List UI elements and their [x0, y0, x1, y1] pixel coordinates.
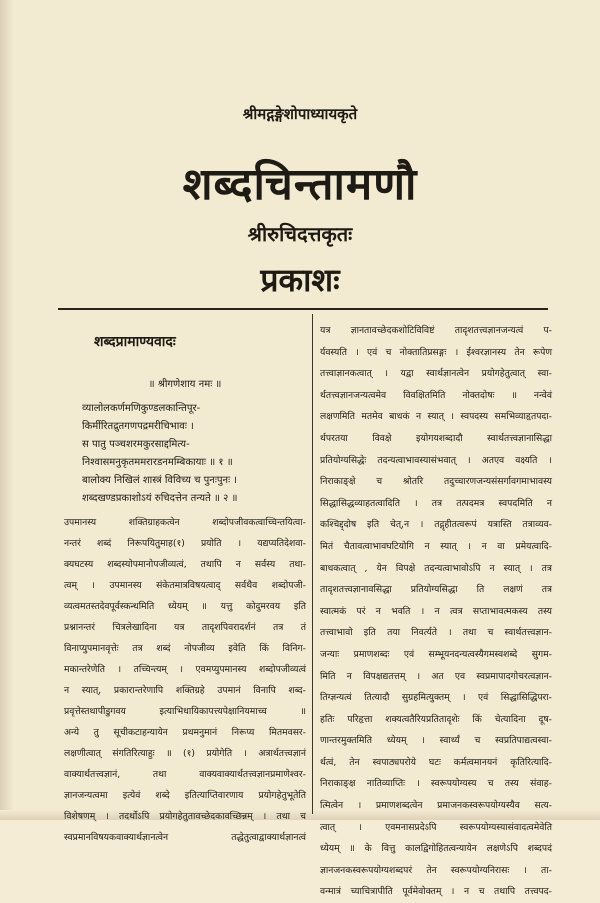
text-line: तत्त्वाभावो इति तया निवर्त्यते । तथा च स्वार्थतत्त्वज्ञान-: [320, 627, 552, 639]
text-line: ध्येयम् ॥ के वित्तु कालद्विगोहितत्वन्यायेन लक्षणेऽपि शब्दपदं: [320, 843, 552, 855]
horizontal-rule: [58, 308, 548, 310]
text-line: यत्र ज्ञानतावच्छेदकशोटिविविष्टं तादृशतत्त्वज्ञानजन्यत्वं प-: [320, 325, 552, 336]
text-line: तादृशतत्त्वज्ञानावसिद्धा प्रतियोग्यसिद्धा ति लक्षणं तत्र: [320, 584, 552, 596]
text-line: त्मित्वेन । प्रमाणशब्दत्वेन प्रमाजनकस्वरूपयोग्यस्यैव सत्य-: [320, 800, 552, 812]
text-line: र्थत्वं, तेन स्वपाठ्यपरोये घटः कर्मत्वमानयनं कृतिरित्यादि-: [320, 756, 552, 768]
text-line: त्वात् । एवमनासप्रदेऽपि स्वरूपयोग्यस्यासंवादत्वमेवेति: [320, 821, 552, 833]
text-line: लक्षणमिति मतमेव बाधकं न स्यात् । स्वपदस्य समभिव्याहृतपदा-: [320, 411, 552, 423]
text-line: उपमानस्य शक्तिग्राहकत्वेन शब्दोपजीवकत्वाच्चिन्तयित्वा-: [64, 517, 306, 528]
text-line: जन्याः प्रमाणशब्दः एवं सम्भूयनदन्यत्वस्यैगमस्वशब्दे सुगम-: [320, 648, 552, 660]
text-line: अन्ये तु सूचीकटाहन्यायेन प्रथमनुमानं निरूप्य मितमवसर-: [64, 727, 306, 738]
verse-line: निश्वासमनुकृतममरारडनमम्बिकायाः ॥ १ ॥: [82, 457, 233, 468]
commentator-line: श्रीरुचिदत्तकृतः: [247, 222, 353, 246]
text-line: क्यघटस्य शब्दस्योपमानोपजीव्यत्वं, तथापि न सर्वस्य तथा-: [64, 559, 306, 570]
text-line: तत्त्वाज्ञानकत्वात् । यद्वा स्वार्थज्ञानत्वेन प्रयोगहेतुत्वात् स्वा-: [320, 368, 552, 380]
text-line: निराकाङ्क्ष नातिव्याप्तिः । स्वरूपयोग्यस्य च तस्य संवाह-: [320, 778, 552, 790]
text-line: मकान्तरेणेति । तच्चिन्त्यम् । एवमप्युपमानस्य शब्दोपजीव्यत्वं: [64, 664, 306, 675]
text-line: वन्मात्रं च्याचित्रापीति पूर्वमेवोक्तम् । न च तथापि तत्त्वपद-: [320, 886, 552, 898]
text-line: कश्चिद्द्दोष इति चेत्,न । तद्गृहीतत्वरूपं यत्रास्ति तत्राव्यव-: [320, 519, 552, 531]
text-line: त्वम् । उपमानस्य संकेतमात्रविषयत्वाद् सर्वथैव शब्दोपजी-: [64, 580, 306, 591]
left-prose-block: [64, 512, 306, 848]
text-line: नन्तरं शब्दं निरूपयितुमाह(१) प्रयोति । यद्यप्यतिदेशवा-: [64, 538, 306, 549]
text-line: बाधकत्वात् , येन विपक्षे तदन्यत्वाभावोऽपि न स्यात् । तत्र: [320, 562, 552, 574]
text-line: व्यत्वमतस्तदेवपूर्वस्कन्धमिति ध्येयम् ॥ यत्तु कोदुमरवय इति: [64, 601, 306, 612]
left-column: [64, 320, 306, 848]
text-line: सिद्धासिद्धव्याहतत्वादिति । तत्र तत्पदमत्र स्वपदमिति न: [320, 497, 552, 509]
text-line: णान्तरमुक्तमिति ध्येयम् । स्वार्थ्यं च स्वप्रतिपाद्यत्वस्वा-: [320, 735, 552, 747]
text-line: प्रश्नानन्तरं चित्रलेखादिना यत्र तादृशपिवरादर्शनं तत्र तं: [64, 622, 306, 633]
text-line: स्वात्मकं परं न भवति । न त्वत्र सप्ताभावत्मकस्य तस्य: [320, 605, 552, 617]
author-line: श्रीमद्गङ्गेशोपाध्यायकृते: [242, 105, 358, 123]
text-line: र्थतत्त्वज्ञानजन्यत्वमेव विवक्षितमिति नोक्तदोषः ॥ नन्वेवं: [320, 389, 552, 401]
verse-line: बालोक्य निखिलं शास्त्रं विविच्य च पुनःपुनः ।: [82, 475, 238, 486]
text-line: प्रवृत्तेस्तथापीडुगवय इत्याभिधायिकापत्त्यपेक्षानियमाच्च ॥: [64, 706, 306, 717]
text-line: मितं चैतावत्वाभावघटियोगि न स्यात् । न वा प्रमेयत्वादि-: [320, 540, 552, 552]
text-line: विशेषणम् । तदर्थोऽपि प्रयोगहेतुतावच्छेदकावच्छिन्नम् । तथा च: [64, 811, 306, 822]
text-line: विनाप्युपमानवृत्तेः तत्र शब्दं नोपजीव्य इवेति किं विनिग-: [64, 643, 306, 654]
verse-line: स पातु पञ्चशरमकुरसाद्दमित्य-: [82, 439, 190, 450]
text-line: निराकाङ्क्षे च श्रोतरि तदुच्चारणजन्यसंसर्गावगमाभावस्य: [320, 476, 552, 488]
book-title: शब्दचिन्तामणौ: [182, 159, 418, 210]
invocation-line: ॥ श्रीगणेशाय नमः ॥: [148, 379, 222, 390]
verse-line: शब्दखण्डप्रकाशोऽयं रुचिदत्तेन तन्यते ॥ २ ॥: [82, 493, 238, 504]
text-line: तिग्ज्ञन्यत्वं तित्यादौ सुग्रहमित्युक्तम् । एवं सिद्धासिद्धिपरा-: [320, 692, 552, 704]
section-heading: शब्दप्रामाण्यवादः: [94, 334, 176, 350]
verse-line: किर्मीरितद्रुतगणपद्रमरीचिभावः ।: [82, 421, 194, 432]
text-line: र्थपरतया विवक्षे इयोगयशब्दादौ स्वार्थतत्त्वज्ञानासिद्धा: [320, 432, 552, 444]
text-line: वाक्यार्थतत्त्वज्ञानं, तथा वाक्यवाक्यार्थतत्त्वज्ञानप्रमाणेश्वर-: [64, 769, 306, 780]
verse-line: व्यालोलकर्णमणिकुण्डलकान्तिपूर-: [82, 403, 201, 414]
text-line: मिति न विपक्षद्यतत्तम् । अत एव स्वप्रमापादगोचरत्वज्ञान-: [320, 670, 552, 682]
text-line: प्रतियोग्यसिद्धेः तदन्यत्वाभावस्यासंभवात् । अतएव वक्ष्यति ।: [320, 454, 552, 466]
text-line: ज्ञानजन्यत्वमा इत्येवं शब्दे इतित्याप्तिवारणाय प्रयोगहेतुभूतेति: [64, 790, 306, 801]
text-line: ज्ञानजनकस्वरूपयोग्यशब्दपरं तेन स्वरूपयोग्यनिरासः । ता-: [320, 864, 552, 876]
text-line: न स्यात्, प्रकारान्तरेणापि शक्तिग्रहे उपमानं विनापि शब्द-: [64, 685, 306, 696]
text-line: र्यवस्यति । एवं च नोक्तातिप्रसङ्गः । ईश्वरज्ञानस्य तेन रूपेण: [320, 346, 552, 358]
verse-block: [64, 400, 306, 508]
text-line: स्वप्रमानविषयकवाक्यार्थज्ञानत्वेन तद्धेतुत्वाद्वाक्यार्थज्ञानत्वं: [64, 832, 306, 843]
text-line: हतिः परिहृत्ता शक्यत्वतैरियप्रतितादृशेः किं चेत्यादिना दूष-: [320, 713, 552, 725]
column-rule: [312, 314, 313, 814]
right-column: [320, 320, 552, 903]
text-line: लक्षणीत्वात् संगतिरित्याहुः ॥ (१) प्रयोगेति । अत्रार्थतत्त्वज्ञानं: [64, 748, 306, 759]
commentary-title: प्रकाशः: [260, 261, 340, 299]
